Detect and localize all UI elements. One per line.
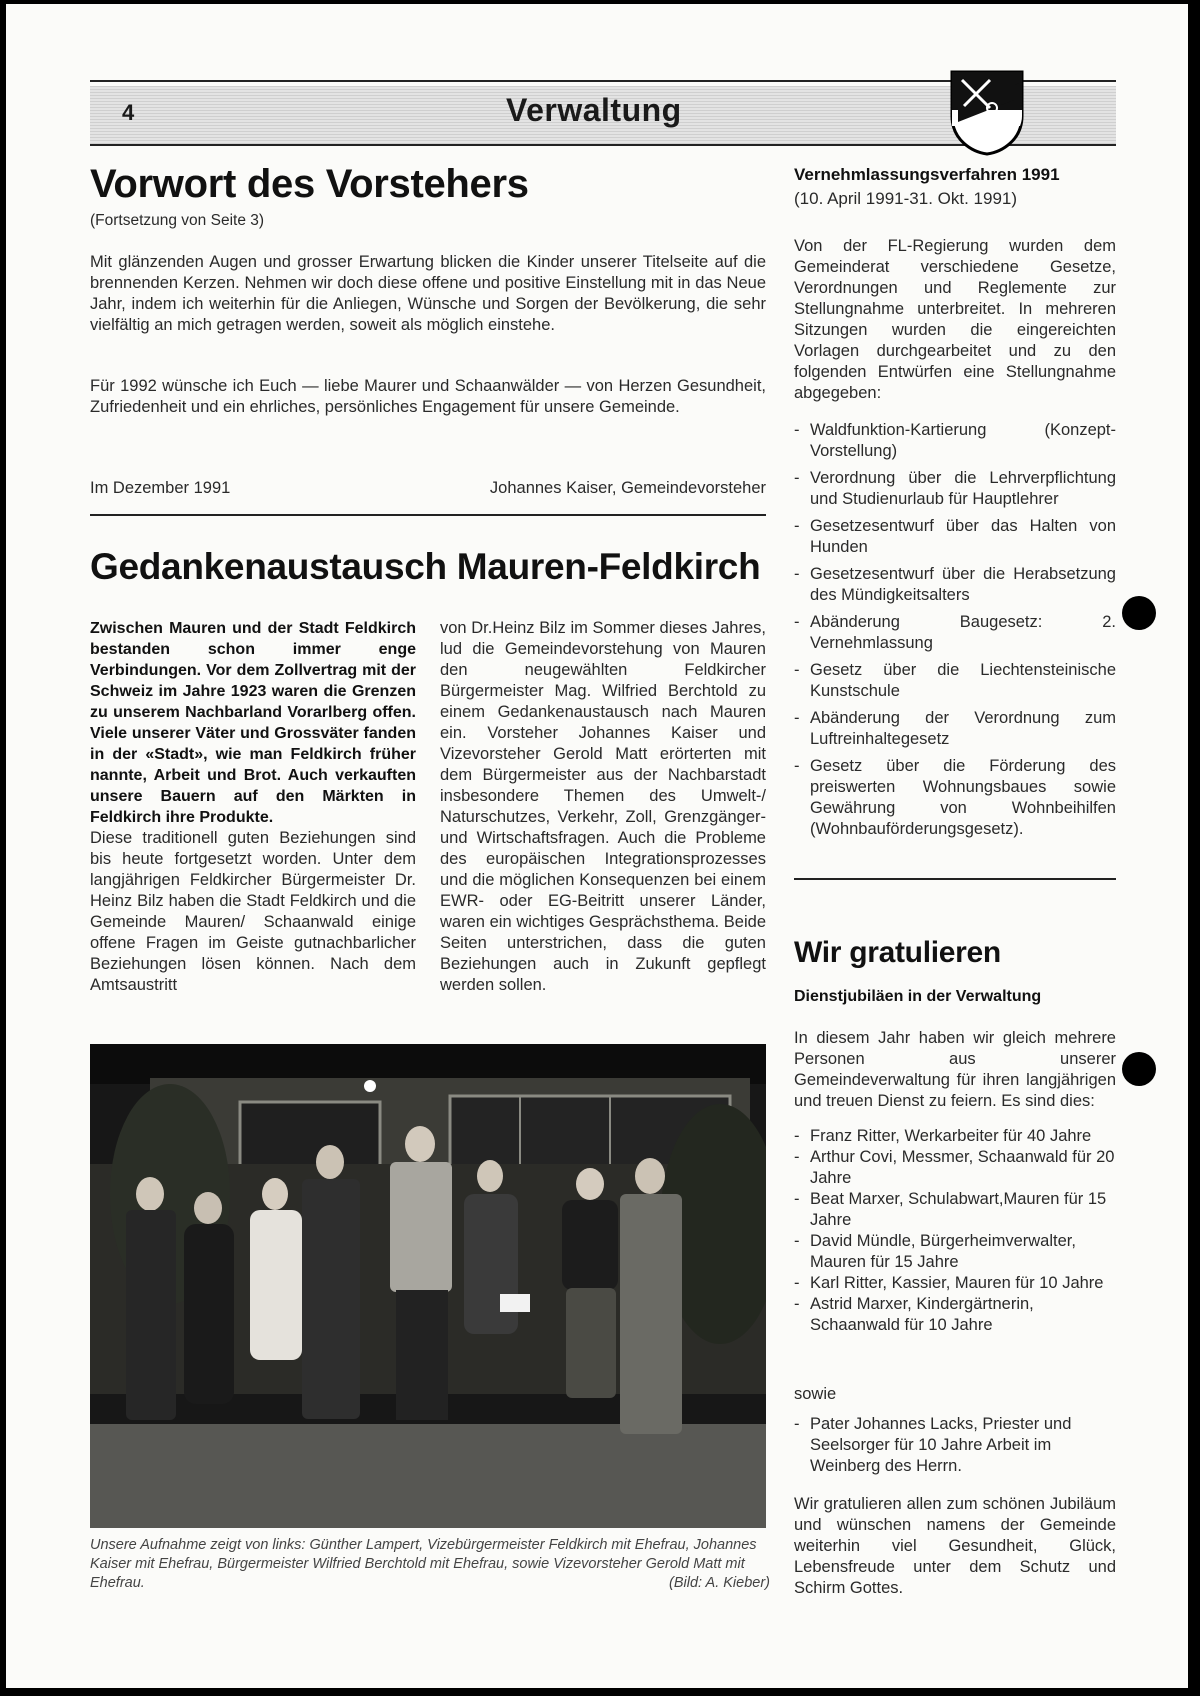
photo-caption — [90, 1536, 770, 1593]
list-item: - Beat Marxer, Schulabwart,Mauren für 15 Jahre — [794, 1189, 1116, 1231]
jubilee-extra-list — [794, 1414, 1116, 1477]
vernehmlassung-intro: Von der FL-Regierung wurden dem Gemeinderat verschiedene Gesetze, Verordnungen und Reglemente zur Stellungnahme unterbreitet. In mehreren Sitzungen wurden die eingereichten Vorlagen durchgearbeitet und zu den folgenden Entwürfen eine Stellungnahme abgegeben: — [794, 237, 1116, 402]
gratulieren-title: Wir gratulieren — [794, 936, 1001, 969]
vorwort-paragraph-1: Mit glänzenden Augen und grosser Erwartung blicken die Kinder unserer Titelseite auf die brennenden Kerzen. Nehmen wir doch diese offene und positive Einstellung mit in das Neue Jahr, indem ich weiterhin für die Anliegen, Wünsche und Sorgen der Bevölkerung, die sehr vielfältig an mich getragen werden, soweit als möglich einstehe. — [90, 253, 766, 334]
vernehmlassung-title: Vernehmlassungsverfahren 1991 — [794, 165, 1060, 184]
list-item: - Waldfunktion-Kartierung (Konzept-Vorstellung) — [794, 420, 1116, 462]
gratulieren-subtitle: Dienstjubiläen in der Verwaltung — [794, 988, 1042, 1005]
vorwort-paragraph-2: Für 1992 wünsche ich Euch — liebe Maurer und Schaanwälder — von Herzen Gesundheit, Zufriedenheit und ein ehrliches, persönliches Engagement für unsere Gemeinde. — [90, 377, 766, 416]
gratulieren-closing: Wir gratulieren allen zum schönen Jubiläum und wünschen namens der Gemeinde weiterhin viel Gesundheit, Glück, Lebensfreude unter dem Schutz und Schirm Gottes. — [794, 1495, 1116, 1597]
list-item: - Franz Ritter, Werkarbeiter für 40 Jahre — [794, 1126, 1116, 1147]
gedanken-column-1 — [90, 618, 416, 996]
list-item: - Verordnung über die Lehrverpflichtung und Studienurlaub für Hauptlehrer — [794, 468, 1116, 510]
page-number: 4 — [122, 100, 135, 125]
divider — [794, 878, 1116, 880]
list-item: - Gesetzesentwurf über das Halten von Hunden — [794, 516, 1116, 558]
vorwort-signature: Johannes Kaiser, Gemeindevorsteher — [489, 479, 766, 497]
list-item: - Gesetzesentwurf über die Herabsetzung des Mündigkeitsalters — [794, 564, 1116, 606]
photo-credit: (Bild: A. Kieber) — [669, 1575, 770, 1591]
vorwort-continuation: (Fortsetzung von Seite 3) — [90, 212, 265, 229]
vernehmlassung-period: (10. April 1991-31. Okt. 1991) — [794, 189, 1018, 208]
punch-hole — [1122, 596, 1156, 630]
gratulieren-intro: In diesem Jahr haben wir gleich mehrere Personen aus unserer Gemeindeverwaltung für ihren langjährigen und treuen Dienst zu feiern. Es sind dies: — [794, 1029, 1116, 1110]
list-item: - Karl Ritter, Kassier, Mauren für 10 Jahre — [794, 1273, 1116, 1294]
group-photo — [90, 1044, 766, 1528]
group-photo-image — [90, 1044, 766, 1528]
punch-hole — [1122, 1052, 1156, 1086]
list-item: - David Mündle, Bürgerheimverwalter, Mauren für 15 Jahre — [794, 1231, 1116, 1273]
vernehmlassung-list — [794, 420, 1116, 846]
photo-caption-text: Unsere Aufnahme zeigt von links: Günther Lampert, Vizebürgermeister Feldkirch mit Ehefrau, Johannes Kaiser mit Ehefrau, Bürgermeister Wilfried Berchtold mit Ehefrau, sowie Vizevorsteher Gerold Matt mit Ehefrau. — [90, 1537, 757, 1591]
section-title: Verwaltung — [506, 92, 682, 128]
crest-icon — [950, 70, 1024, 156]
jubilee-list — [794, 1126, 1116, 1336]
gedanken-body-2: von Dr.Heinz Bilz im Sommer dieses Jahres, lud die Gemeindevorstehung von Mauren den neugewählten Feldkircher Bürgermeister Mag. Wilfried Berchtold zu einem Gedankenaustausch nach Mauren ein. Vorsteher Johannes Kaiser und Vizevorsteher Gerold Matt erörterten mit dem Bürgermeister aus der Nachbarstadt insbesondere Themen des Umwelt-/ Naturschutzes, Verkehr, Zoll, Grenzgänger- und Wirtschaftsfragen. Auch die Probleme des europäischen Integrationsprozesses und die möglichen Konsequenzen bei einem EWR- oder EG-Beitritt unserer Länder, waren ein wichtiges Gesprächsthema. Beide Seiten unterstrichen, dass die guten Beziehungen auch in Zukunft gepflegt werden sollen. — [440, 619, 766, 994]
vorwort-date: Im Dezember 1991 — [90, 479, 231, 497]
divider — [90, 514, 766, 516]
gedanken-title: Gedankenaustausch Mauren-Feldkirch — [90, 546, 761, 587]
sowie-text: sowie — [794, 1385, 837, 1403]
list-item: - Gesetz über die Förderung des preiswerten Wohnungsbaues sowie Gewährung von Wohnbeihilfen (Wohnbauförderungsgesetz). — [794, 756, 1116, 840]
page — [6, 4, 1188, 1688]
list-item: - Abänderung Baugesetz: 2. Vernehmlassung — [794, 612, 1116, 654]
list-item: - Gesetz über die Liechtensteinische Kunstschule — [794, 660, 1116, 702]
list-item: - Abänderung der Verordnung zum Luftreinhaltegesetz — [794, 708, 1116, 750]
gedanken-lead: Zwischen Mauren und der Stadt Feldkirch bestanden schon immer enge Verbindungen. Vor dem Zollvertrag mit der Schweiz im Jahre 1923 waren die Grenzen zu unserem Nachbarland Vorarlberg offen. Viele unserer Väter und Grossväter fanden in der «Stadt», wie man Feldkirch früher nannte, Arbeit und Brot. Auch verkauften unsere Bauern auf den Märkten in Feldkirch ihre Produkte. — [90, 620, 416, 826]
list-item: - Arthur Covi, Messmer, Schaanwald für 20 Jahre — [794, 1147, 1116, 1189]
gedanken-body-1: Diese traditionell guten Beziehungen sind bis heute fortgesetzt worden. Unter dem langjährigen Feldkircher Bürgermeister Dr. Heinz Bilz haben die Stadt Feldkirch und die Gemeinde Mauren/ Schaanwald einige offene Fragen im Geiste gutnachbarlicher Beziehungen lösen können. Nach dem Amtsaustritt — [90, 829, 416, 994]
vorwort-title: Vorwort des Vorstehers — [90, 162, 529, 206]
list-item: - Pater Johannes Lacks, Priester und Seelsorger für 10 Jahre Arbeit im Weinberg des Herrn. — [794, 1414, 1116, 1477]
list-item: - Astrid Marxer, Kindergärtnerin, Schaanwald für 10 Jahre — [794, 1294, 1116, 1336]
